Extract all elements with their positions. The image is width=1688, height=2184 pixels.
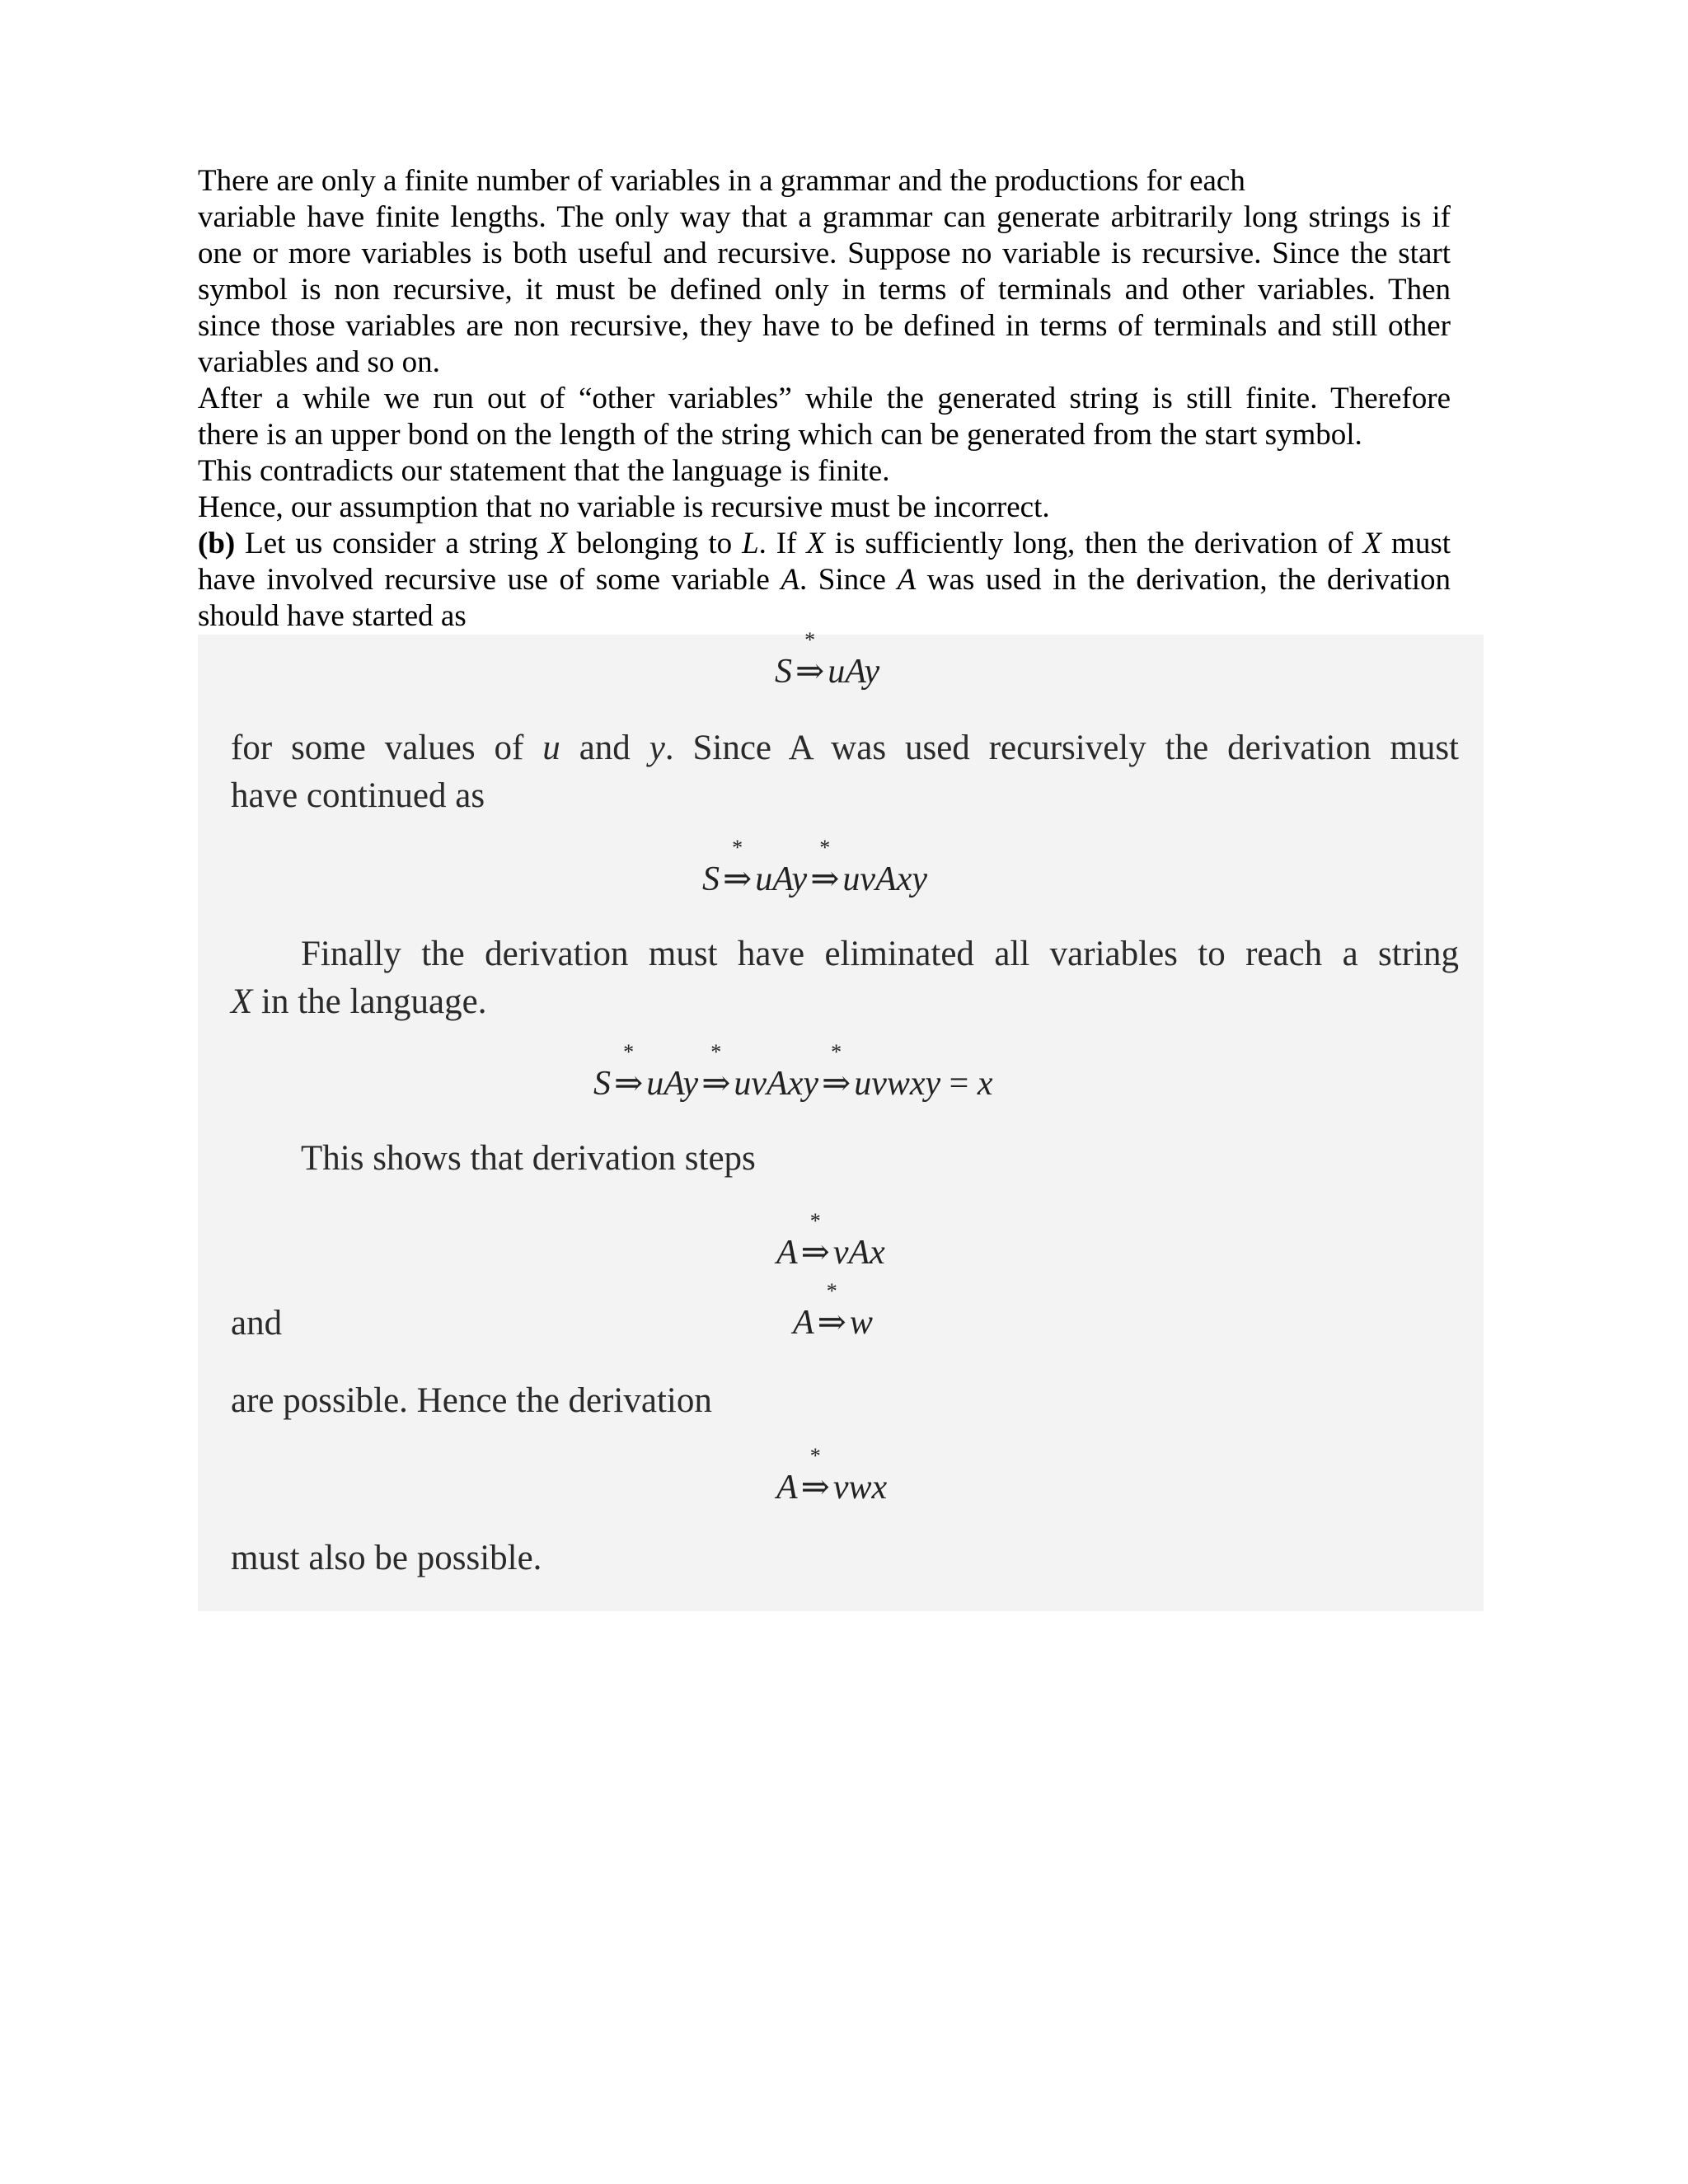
part-b-line-3: should have started as	[198, 599, 467, 633]
paragraph-1-line-4: symbol is non recursive, it must be defined only in terms of terminals and other variables. Then	[198, 273, 1451, 307]
part-b-line-2: have involved recursive use of some variable A. Since A was used in the derivation, the derivation	[198, 563, 1451, 597]
scan-text-line-5: This shows that derivation steps	[301, 1139, 756, 1178]
paragraph-1-line-3: one or more variables is both useful and recursive. Suppose no variable is recursive. Since the start	[198, 237, 1451, 270]
paragraph-2-line-3: This contradicts our statement that the language is finite.	[198, 454, 890, 488]
equation-s-derives-uAy: S * ⇒uAy	[775, 628, 880, 691]
equation-a-vAx: A * ⇒vAx	[776, 1209, 885, 1272]
scan-text-and: and	[231, 1304, 283, 1343]
paragraph-1-line-1: There are only a finite number of variables in a grammar and the productions for each	[198, 164, 1245, 198]
scan-text-line-3: Finally the derivation must have eliminated all variables to reach a string	[301, 935, 1459, 973]
equation-a-w: A * ⇒w	[793, 1279, 873, 1342]
scan-text-line-2: have continued as	[231, 776, 485, 815]
paragraph-3-line: Hence, our assumption that no variable is recursive must be incorrect.	[198, 490, 1050, 524]
scan-text-line-7: must also be possible.	[231, 1539, 542, 1577]
derives-arrow: * ⇒	[795, 628, 825, 691]
paragraph-2-line-2: there is an upper bond on the length of the string which can be generated from the start symbol.	[198, 418, 1362, 452]
scan-text-line-6: are possible. Hence the derivation	[231, 1381, 712, 1420]
part-b-label: (b)	[198, 527, 236, 560]
equation-a-vwx: A * ⇒vwx	[776, 1444, 888, 1507]
scan-text-line-1: for some values of u and y. Since A was used recursively the derivation must	[231, 729, 1460, 767]
equation-s-uAy-uvAxy: S * ⇒uAy * ⇒uvAxy	[702, 836, 927, 898]
paragraph-1-line-2: variable have finite lengths. The only way that a grammar can generate arbitrarily long strings is if	[198, 200, 1451, 234]
paragraph-1-line-6: variables and so on.	[198, 345, 440, 379]
part-b-line-1: (b) Let us consider a string X belonging to L. If X is sufficiently long, then the derivation of X must	[198, 527, 1451, 560]
scan-text-line-4: X in the language.	[231, 982, 487, 1021]
paragraph-1-line-5: since those variables are non recursive, they have to be defined in terms of terminals and still other	[198, 309, 1451, 343]
paragraph-2-line-1: After a while we run out of “other variables” while the generated string is still finite. Therefore	[198, 382, 1451, 415]
scanned-derivation-image	[198, 628, 1484, 1611]
equation-full-derivation: S * ⇒uAy * ⇒uvAxy * ⇒uvwxy = x	[593, 1040, 993, 1103]
